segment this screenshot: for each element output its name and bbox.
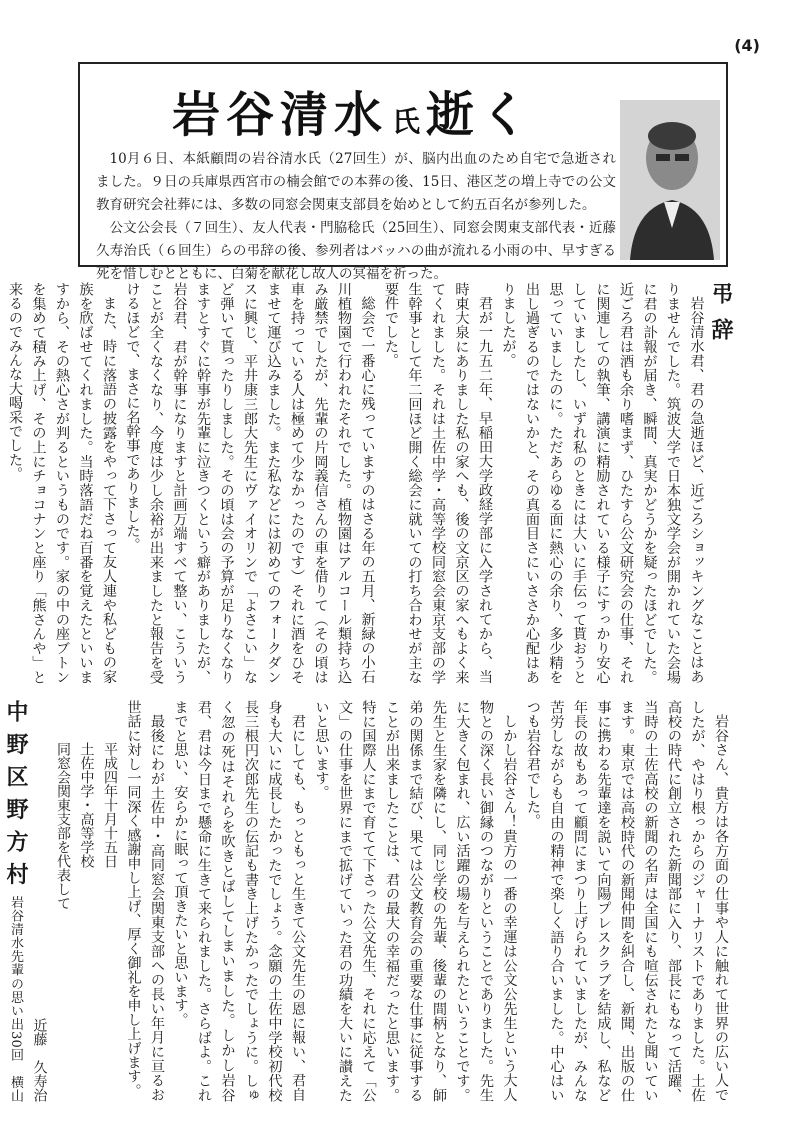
eulogy-signer: 近藤 久寿治 — [31, 1018, 48, 1102]
eulogy-school: 土佐中学・高等学校 — [78, 742, 95, 868]
article-columns — [3, 282, 733, 1103]
eulogy-signature — [27, 700, 121, 1102]
eulogy-paragraph-continued: しかし岩谷さん！貴方の一番の幸運は公文公先生という大人物との深く長い御縁のつながりということでありました。先生に大きく包まれ、広い活躍の場を与えられたということです。先生と生家を隣にし、同じ学校の先輩、後輩の間柄となり、師弟の関係まで結び、果ては公文教育会の重要な仕事に従事することが出来ましたことは、君の最大の幸福だったと思います。特に国際人にまで育てて下さった公文先生、それに応えて「公文」の仕事を世界にまで拡げていった君の功績を大いに讃えたいと思います。 — [313, 700, 518, 1102]
eulogy-paragraph: 君が一九五二年、早稲田大学政経学部に入学されてから、当時東大泉にありました私の家へも、後の文京区の家へもよく来てくれました。それは土佐中学・高等学校同窓会東京支部の学生幹事として年二回ほど開く総会に就いての打ち合わせが主な要件でした。 — [383, 282, 493, 684]
headline-name: 岩谷清水 — [172, 87, 389, 143]
page-number: (4) — [734, 36, 760, 55]
headline-box — [78, 62, 728, 282]
lower-band — [3, 700, 732, 1103]
lead-paragraph — [96, 148, 616, 286]
memoir-title: 中野区野方村 — [3, 700, 28, 896]
eulogy-paragraph-continued: 岩谷さん、貴方は各方面の仕事や人に触れて世界の広い人でしたが、やはり根っからのジャーナリストでありました。土佐高校の時代に創立された新聞部に入り、部長にもなって活躍、当時の土佐高校の新聞の名声は全国にも喧伝されたと聞いています。東京では高校時代の新聞仲間を糾合し、新聞、出版の仕事に携わる先輩達を説いて向陽プレスクラブを結成し、私など年長の故もあって顧問にまつり上げられていましたが、みんな苦労しながらも自由の精神で楽しく語り合いました。中心はいつも岩谷君でした。 — [525, 700, 729, 1102]
eulogy-paragraph: 総会で一番心に残っていますのはさる年の五月、新緑の小石川植物園で行われたそれでした。植物園はアルコール類持ち込み厳禁でしたが、先輩の片岡義信さんの車を借りて（その頃は車を持っている人は極めて少なかったのです）それに酒をひそませて運び込みました。また私などには初めてのフォークダンスに興じ、平井康三郎大先生にヴァイオリンで「よさこい」など弾いて貰ったりしました。その頃は会の予算が足りなくなりますとすぐに幹事が先輩に泣きつくという癖がありましたが、岩谷君、君が幹事になりますと計画万端すべて整い、こういうことが全くなくなり、今度は少し余裕が出来ましたと報告を受けるほどで、まさに名幹事でありました。 — [124, 282, 376, 684]
eulogy-article — [3, 282, 733, 684]
memoir-subtitle: 岩谷清水先輩の思い出 — [8, 895, 23, 1032]
upper-band — [7, 282, 733, 684]
memoir-author: 30回 横山 — [8, 1031, 23, 1103]
lead-text-2: 公文公会長（７回生）、友人代表・門脇稔氏（25回生）、同窓会関東支部代表・近藤久寿治氏（６回生）らの弔辞の後、参列者はバッハの曲が流れる小雨の中、早すぎる死を惜しむとともに、白菊を献花し故人の冥福を祈った。 — [96, 220, 616, 282]
eulogy-paragraph-continued: 最後にわが土佐中・高同窓会関東支部への長い年月に亘るお世話に対し一同深く感謝申し上げ、厚く御礼を申し上げます。 — [125, 700, 165, 1102]
headline-honorific: 氏 — [392, 105, 423, 138]
eulogy-paragraph-continued: 君にしても、もっともっと生きて公文先生の恩に報い、君自身も大いに成長したかったでしょう。念願の土佐中学校初代校長三根円次郎先生の伝記も書き上げたかったでしょうに。しゅく忽の死はそれらを吹きとばしてしまいました。しかし岩谷君、君は今日まで懸命に生きて来られました。さらばよ。これまでと思い、安らかに眠って頂きたいと思います。 — [172, 700, 306, 1102]
eulogy-paragraph: 岩谷清水君、君の急逝ほど、近ごろショッキングなことはありませんでした。筑波大学で日本独文学会が開かれていた会場に君の訃報が届き、瞬間、真実かどうかを疑ったほどでした。近ごろ君は酒も余り嗜まず、ひたすら公文研究会の仕事、それに関連しての執筆、講演に精励されている様子にすっかり安心していましたし、いずれ私のときには大いに手伝って貰おうと思っていましたのに。ただあらゆる面に熱心の余り、多少精を出し過ぎるのではないかと、その真面目さにいささか心配はありましたが。 — [500, 282, 705, 684]
portrait-image — [620, 100, 720, 260]
eulogy-paragraph: また、時に落語の披露をやって下さって友人連や私どもの家族を欣ばせてくれました。当時落語だね百番を覚えたといいますから、その熱心さが判るというものです。家の中の座ブトンを集めて積み上げ、その上にチョコナンと座り「熊さんや」と来るのでみんな大喝采でした。 — [7, 282, 117, 684]
portrait-photo — [620, 100, 720, 260]
eulogy-org: 同窓会関東支部を代表して — [55, 742, 71, 910]
lead-text-1: 10月６日、本紙顧問の岩谷清水氏（27回生）が、脳内出血のため自宅で急逝されました。９日の兵庫県西宮市の楠会館での本葬の後、15日、港区芝の増上寺での公文教育研究会社葬には、多数の同窓会関東支部員を始めとして約五百名が参列した。 — [96, 151, 616, 213]
lower-text — [0, 700, 732, 1102]
eulogy-title: 弔辞 — [708, 282, 733, 354]
headline-verb: 逝く — [426, 87, 535, 143]
headline — [172, 76, 534, 146]
eulogy-date: 平成四年十月十五日 — [102, 742, 118, 868]
